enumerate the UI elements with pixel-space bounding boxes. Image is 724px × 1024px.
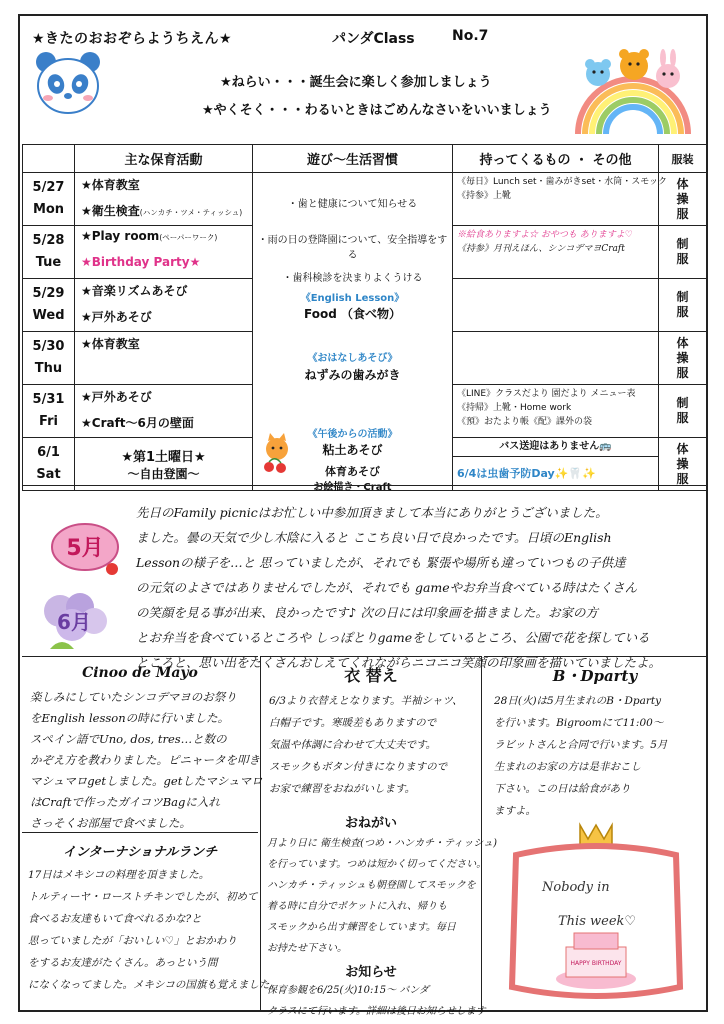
panda-illustration [32, 50, 104, 116]
table-row [23, 173, 707, 226]
bring-cell: 《LINE》クラスだより 園だより メニュー表 《持帰》上靴・Home work 《預》おたより帳《配》課外の袋 [453, 385, 659, 438]
play-habits-cell: ・歯と健康について知らせる ・雨の日の登降園について、安全指導をする ・歯科検診を決まりよくうける 《English Lesson》 Food （食べ物） 《おはなしあそび》 ねずみの歯みがき 《午後からの活動》 粘土あそび 体育あそび お絵描き・Craft [253, 173, 453, 491]
bring-cell [453, 332, 659, 385]
clothing-cell: 体 操 服 [659, 332, 707, 385]
issue-number: No.7 [452, 28, 489, 44]
birthday-party-section: B・Dparty 28日(火)は5月生まれのB・Dparty を行います。Bigroomにて11:00～ ラビットさんと合同で行います。5月 生まれのお家の方は是非おこし 下さい。この日は給食があり ますよ。 Nobody in This week♡ HAPPY BIRTHDAY [484, 656, 706, 1012]
svg-text:6月: 6月 [57, 610, 91, 634]
aim-text: ★ねらい・・・誕生会に楽しく参加しましょう [220, 75, 492, 90]
section-title: インターナショナルランチ [62, 845, 218, 860]
clothing-cell: 体 操 服 [659, 173, 707, 226]
svg-text:Nobody in: Nobody in [542, 880, 610, 895]
svg-text:HAPPY BIRTHDAY: HAPPY BIRTHDAY [570, 960, 622, 967]
promise-text: ★やくそく・・・わるいときはごめんなさいをいいましょう [202, 103, 552, 118]
activity-cell: ★Play room(ペーパーワーク) ★Birthday Party★ [75, 226, 253, 279]
activity-cell: ★体育教室 [75, 332, 253, 385]
animal-friends-rainbow-illustration [568, 44, 698, 140]
newsletter-page [18, 14, 708, 1017]
weekly-schedule-table [22, 144, 707, 491]
section-title: 衣 替え [344, 666, 398, 685]
bring-cell: ※給食ありますよ☆ おやつも ありますよ♡ 《持参》月刊えほん、シンコデマヨCraft [453, 226, 659, 279]
clothing-change-section: 衣 替え 6/3より衣替えとなります。半袖シャツ、 白帽子です。寒暖差もありますので 気温や体調に合わせて大丈夫です。 スモックもボタン付きになりますので お家で練習をおねがいします。 おねがい 月より日に 衛生検査(つめ・ハンカチ・ティッシュ) を行っています。つめは短かく切ってください。 ハンカチ・ティッシュも朝登園してスモックを 着る時に自分でポケットに入れ、帰りも スモックから出す練習をしています。毎日 お持たせ下さい。 お知らせ 保育参観を6/25(火)10:15～ パンダ クラスにて行います。詳細は後日お知らせします [260, 656, 482, 1012]
bring-cell [453, 279, 659, 332]
birthday-card-illustration [496, 819, 696, 1009]
june-hydrangea-badge [38, 591, 112, 653]
monthly-message-section [22, 485, 706, 670]
date-cell: 5/29 Wed [23, 279, 75, 332]
clothing-cell: 制 服 [659, 385, 707, 438]
activity-cell: ★第1土曜日★ ～自由登園～ [75, 438, 253, 491]
activity-cell: ★戸外あそび ★Craft～6月の壁面 [75, 385, 253, 438]
section-title: B・Dparty [552, 667, 638, 685]
section-title: おねがい [344, 816, 397, 831]
section-title: お知らせ [345, 965, 397, 980]
international-lunch-section: インターナショナルランチ 17日はメキシコの料理を頂きました。 トルティーヤ・ローストチキンでしたが、初めて 食べるお友達もいて食べれるかな?と 思っていましたが「おいしい♡」とおかわり をするお友達がたくさん。あっという間 になくなってました。メキシコの国旗も覚えました。 [22, 832, 258, 1012]
date-cell: 5/30 Thu [23, 332, 75, 385]
bring-cell: バス送迎はありません🚌 6/4は虫歯予防Day✨🦷✨ [453, 438, 659, 491]
column-header: 持ってくるもの ・ その他 [453, 145, 659, 173]
svg-text:5月: 5月 [66, 536, 104, 561]
activity-cell: ★体育教室 ★衛生検査(ハンカチ・ツメ・ティッシュ) [75, 173, 253, 226]
column-header: 主な保育活動 [75, 145, 253, 173]
date-cell: 5/28 Tue [23, 226, 75, 279]
may-flower-badge [50, 521, 120, 573]
date-cell: 6/1 Sat [23, 438, 75, 491]
section-title: Cinoo de Mayo [82, 665, 198, 681]
school-name: ★きたのおおぞらようちえん★ [32, 31, 233, 47]
column-header: 遊び～生活習慣 [253, 145, 453, 173]
svg-text:This week♡: This week♡ [558, 914, 637, 929]
table-header-row [23, 145, 707, 173]
clothing-cell: 制 服 [659, 279, 707, 332]
cinco-de-mayo-section: Cinoo de Mayo 楽しみにしていたシンコデマヨのお祭り をEnglish lessonの時に行いました。 スペイン語でUno, dos, tres…と数の かぞえ方を教わりました。ピニャータを叩き マシュマロgetしました。getしたマシュマロ はCraftで作ったガイコツBagに入れ さっそくお部屋で食べました。 [22, 656, 258, 832]
clothing-cell: 体 操 服 [659, 438, 707, 491]
date-cell: 5/27 Mon [23, 173, 75, 226]
column-header: 服装 [659, 145, 707, 173]
column-header [23, 145, 75, 173]
activity-cell: ★音楽リズムあそび ★戸外あそび [75, 279, 253, 332]
family-picnic-message: 先日のFamily picnicはお忙しい中参加頂きまして本当にありがとうございました。 ました。曇の天気で少し木陰に入ると ここち良い日で良かったです。日頃のEnglish Lessonの様子を…と 思っていましたが、それでも 緊張や場所も違っていつもの子供達 の元気のよさではありませんでしたが、それでも gameやお弁当食べている時はたくさん の笑顔を見る事が出来、良かったです♪ 次の日には印象画を描きました。お家の方 とお弁当を食べているところや しっぽとりgameをしているところ、公園で花を探している ところと、思い出をたくさんおしえてくれながらニコニコ笑顔の印象画を描いていましたよ。 [136, 505, 662, 670]
date-cell: 5/31 Fri [23, 385, 75, 438]
clothing-cell: 制 服 [659, 226, 707, 279]
bring-cell: 《毎日》Lunch set・歯みがきset・水筒・スモック 《持参》上靴 [453, 173, 659, 226]
class-name: パンダClass [332, 31, 415, 47]
